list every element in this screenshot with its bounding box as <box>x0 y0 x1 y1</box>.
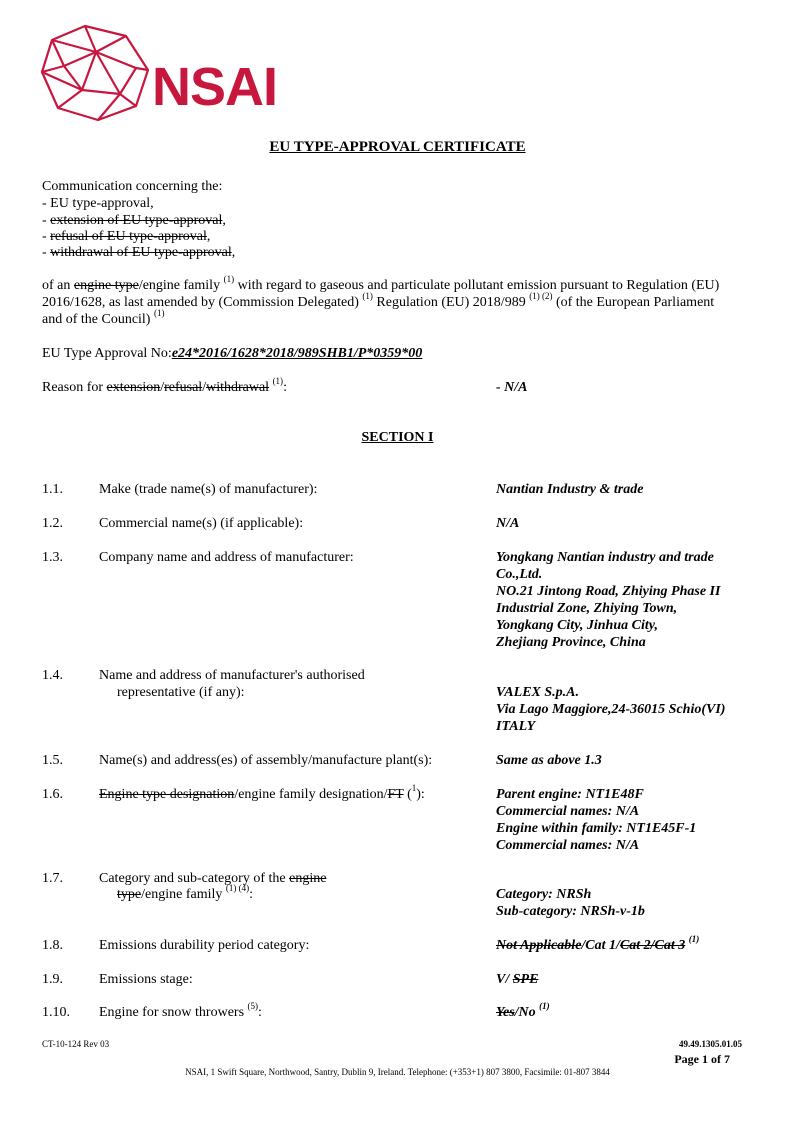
row-value-line: Commercial names: N/A <box>496 838 640 853</box>
communication-item: - extension of EU type-approval, <box>42 213 226 228</box>
row-value-line: VALEX S.p.A. <box>496 685 579 700</box>
row-value: V/ SPE <box>496 972 539 987</box>
row-number: 1.3. <box>42 550 63 565</box>
regulation-paragraph-line: and of the Council) $^{(1)}$ <box>42 308 165 327</box>
row-number: 1.9. <box>42 972 63 987</box>
row-value: Yes/No $^{(1)}$ <box>496 1001 550 1020</box>
row-number: 1.8. <box>42 938 63 953</box>
row-label: Company name and address of manufacturer: <box>99 550 354 565</box>
row-value-line: Zhejiang Province, China <box>496 635 646 650</box>
row-value-line: Yongkang City, Jinhua City, <box>496 618 658 633</box>
row-value-line: Commercial names: N/A <box>496 804 640 819</box>
row-number: 1.7. <box>42 871 63 886</box>
communication-item: - EU type-approval, <box>42 196 154 211</box>
regulation-paragraph-line: of an engine type/engine family $^{(1)}$ with regard to gaseous and particulate pollutant emission pursuant to Regulation (EU) <box>42 274 720 293</box>
row-value-line: Industrial Zone, Zhiying Town, <box>496 601 678 616</box>
row-value-line: Via Lago Maggiore,24-36015 Schio(VI) <box>496 702 726 717</box>
footer-address: NSAI, 1 Swift Square, Northwood, Santry, Dublin 9, Ireland. Telephone: (+353+1) 807 3800, Facsimile: 01-807 3844 <box>185 1067 610 1077</box>
approval-number: e24*2016/1628*2018/989SHB1/P*0359*00 <box>171 346 423 361</box>
row-label: Engine for snow throwers $^{(5)}$: <box>99 1001 262 1020</box>
row-label: Commercial name(s) (if applicable): <box>99 516 304 531</box>
row-value-line: ITALY <box>496 719 536 734</box>
nsai-polyhedron-icon <box>40 22 150 122</box>
row-number: 1.5. <box>42 753 63 768</box>
row-value-line: Co.,Ltd. <box>496 567 543 582</box>
row-value-line: Yongkang Nantian industry and trade <box>496 550 714 565</box>
nsai-logo <box>40 22 300 122</box>
row-label: Engine type designation/engine family designation/FT ($^1$): <box>99 783 425 802</box>
row-label: Name and address of manufacturer's authorised <box>99 668 365 683</box>
row-label: Emissions stage: <box>99 972 193 987</box>
row-number: 1.2. <box>42 516 63 531</box>
row-value-line: Category: NRSh <box>496 887 592 902</box>
row-number: 1.6. <box>42 787 63 802</box>
communication-intro: Communication concerning the: <box>42 179 223 194</box>
row-value-line: Sub-category: NRSh-v-1b <box>496 904 645 919</box>
row-label: Make (trade name(s) of manufacturer): <box>99 482 318 497</box>
regulation-paragraph-line: 2016/1628, as last amended by (Commission Delegated) $^{(1)}$ Regulation (EU) 2018/989 $^{(1) (2)}$ (of the European Parliament <box>42 291 715 310</box>
document-title: EU TYPE-APPROVAL CERTIFICATE <box>269 139 526 155</box>
row-label: Emissions durability period category: <box>99 938 310 953</box>
communication-item: - withdrawal of EU type-approval, <box>42 245 236 260</box>
reason-label: Reason for extension/refusal/withdrawal $^{(1)}$: <box>42 376 287 395</box>
row-value-line: Engine within family: NT1E45F-1 <box>496 821 697 836</box>
row-label: Category and sub-category of the engine <box>99 871 327 886</box>
row-label: representative (if any): <box>117 685 245 700</box>
section-title: SECTION I <box>361 430 434 445</box>
row-value: Nantian Industry & trade <box>496 482 644 497</box>
communication-item: - refusal of EU type-approval, <box>42 229 211 244</box>
row-number: 1.4. <box>42 668 63 683</box>
row-label: type/engine family $^{(1) (4)}$: <box>117 883 254 902</box>
reason-value: - N/A <box>496 380 528 395</box>
row-value: Same as above 1.3 <box>496 753 602 768</box>
row-value-line: Parent engine: NT1E48F <box>496 787 644 802</box>
document-reference: 49.49.1305.01.05 <box>679 1039 742 1049</box>
row-value-line: NO.21 Jintong Road, Zhiying Phase II <box>496 584 721 599</box>
logo-text: NSAI <box>152 57 278 117</box>
approval-number-line: EU Type Approval No:e24*2016/1628*2018/989SHB1/P*0359*00 <box>42 346 423 361</box>
row-value: N/A <box>496 516 520 531</box>
row-label: Name(s) and address(es) of assembly/manufacture plant(s): <box>99 753 433 768</box>
page-number: Page 1 of 7 <box>674 1052 730 1066</box>
row-number: 1.10. <box>42 1005 70 1020</box>
row-number: 1.1. <box>42 482 63 497</box>
form-reference: CT-10-124 Rev 03 <box>42 1039 110 1049</box>
row-value: Not Applicable/Cat 1/Cat 2/Cat 3 $^{(1)}$ <box>496 934 700 953</box>
